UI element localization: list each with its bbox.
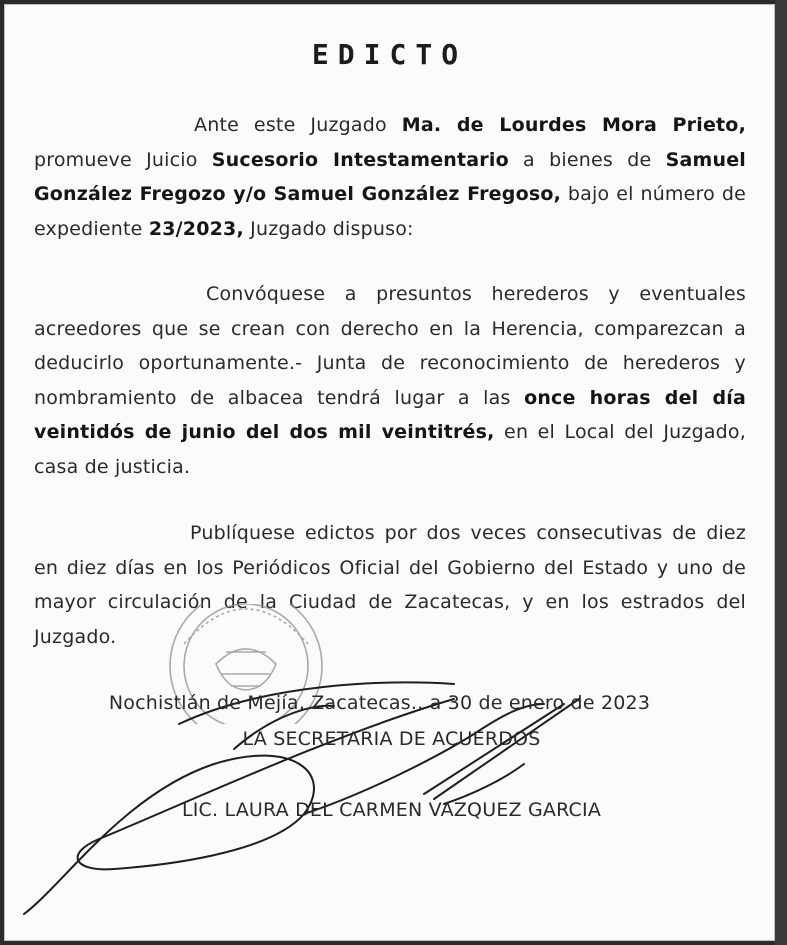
paragraph-1-text: Juzgado dispuso: bbox=[243, 217, 414, 240]
paragraph-1-text: promueve Juicio bbox=[34, 148, 212, 171]
deceased-name: Samuel González Fregozo y/o Samuel González Fregoso, bbox=[34, 148, 746, 206]
signatory-name: LIC. LAURA DEL CARMEN VAZQUEZ GARCIA bbox=[181, 799, 602, 821]
document-page bbox=[4, 4, 775, 941]
document-title: EDICTO bbox=[311, 38, 468, 71]
handwritten-signature bbox=[4, 644, 775, 941]
expediente-number: 23/2023, bbox=[148, 217, 244, 240]
signature-role: LA SECRETARIA DE ACUERDOS bbox=[242, 728, 541, 750]
signature-place-date: Nochistlán de Mejía, Zacatecas., a 30 de enero de 2023 bbox=[108, 692, 651, 714]
paragraph-1 bbox=[34, 108, 746, 246]
paragraph-1-text: bajo el número de expediente bbox=[34, 183, 746, 240]
paragraph-2-text: en el Local del Juzgado, casa de justicia. bbox=[34, 421, 746, 478]
paragraph-2-text: Convóquese a presuntos herederos y eventuales acreedores que se crean con derecho en la Herencia, comparezcan a deducirlo oportunamente.- Junta de reconocimiento de herederos y nombramiento de albacea tendrá lugar a las bbox=[34, 283, 746, 409]
hearing-date: once horas del día veintidós de junio del dos mil veintitrés, bbox=[34, 386, 746, 444]
paragraph-2 bbox=[34, 277, 746, 485]
paragraph-3 bbox=[34, 516, 746, 654]
paragraph-3-text: Publíquese edictos por dos veces consecutivas de diez en diez días en los Periódicos Oficial del Gobierno del Estado y uno de mayor circulación de la Ciudad de Zacatecas, y en los estrados del Juzgado. bbox=[34, 522, 746, 648]
juicio-type: Sucesorio Intestamentario bbox=[211, 148, 509, 171]
promovente-name: Ma. de Lourdes Mora Prieto, bbox=[401, 114, 746, 136]
paragraph-1-text: a bienes de bbox=[508, 148, 666, 171]
scan-edge bbox=[775, 0, 787, 945]
paragraph-1-text: Ante este Juzgado bbox=[194, 114, 402, 136]
